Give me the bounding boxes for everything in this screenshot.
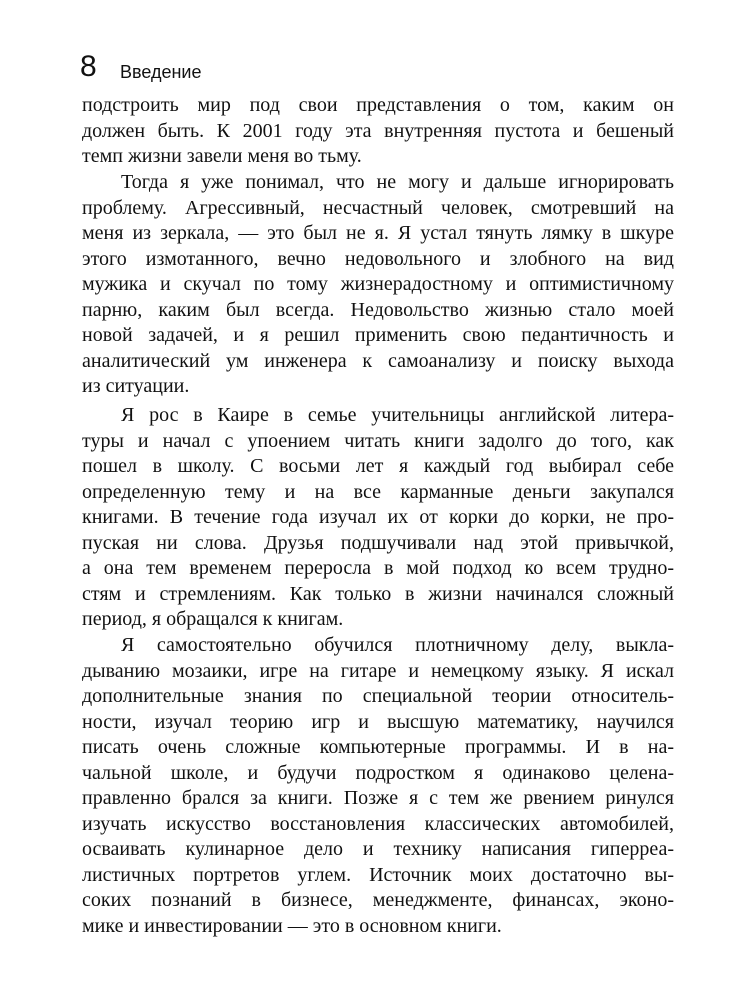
- text-line: стям и стремлениям. Как только в жизни начинался сложный: [82, 582, 674, 605]
- text-line: осваивать кулинарное дело и технику написания гиперреа-: [82, 838, 674, 860]
- text-line: дополнительные знания по специальной теории относитель-: [82, 685, 674, 707]
- text-line: период, я обращался к книгам.: [82, 608, 344, 630]
- text-line: Я рос в Каире в семье учительницы английской литера-: [121, 404, 674, 426]
- text-line: мике и инвестировании — это в основном книги.: [82, 914, 502, 937]
- text-line: определенную тему и на все карманные деньги закупался: [82, 480, 674, 503]
- text-line: мужика и скучал по тому жизнерадостному и оптимистичному: [82, 273, 674, 295]
- paragraph-3: [82, 403, 674, 633]
- running-header: [80, 48, 680, 88]
- text-line: а она тем временем переросла в мой подход ко всем трудно-: [82, 557, 674, 579]
- text-line: правленно брался за книги. Позже я с тем же рвением ринулся: [82, 787, 674, 809]
- text-line: писать очень сложные компьютерные программы. И в на-: [82, 736, 674, 758]
- text-line: этого измотанного, вечно недовольного и злобного на вид: [82, 247, 674, 270]
- text-line: туры и начал с упоением читать книги задолго до того, как: [82, 429, 674, 452]
- paragraph-2: [82, 170, 674, 400]
- page-number: 8: [80, 50, 97, 83]
- text-line: пуская ни слова. Друзья подшучивали над этой привычкой,: [82, 531, 674, 554]
- text-line: аналитический ум инженера к самоанализу и поиску выхода: [82, 349, 674, 372]
- text-line: меня из зеркала, — это был не я. Я устал тянуть лямку в шкуре: [82, 222, 674, 244]
- paragraph-1: [82, 93, 674, 170]
- text-line: чальной школе, и будучи подростком я одинаково целена-: [82, 761, 674, 784]
- text-line: дыванию мозаики, игре на гитаре и немецкому языку. Я искал: [82, 659, 674, 682]
- text-line: новой задачей, и я решил применить свою педантичность и: [82, 324, 674, 346]
- text-line: Тогда я уже понимал, что не могу и дальше игнорировать: [121, 171, 674, 193]
- text-line: темп жизни завели меня во тьму.: [82, 145, 362, 167]
- text-line: листичных портретов углем. Источник моих достаточно вы-: [82, 863, 674, 886]
- text-line: соких познаний в бизнесе, менеджменте, финансах, эконо-: [82, 889, 674, 911]
- text-line: парню, каким был всегда. Недовольство жизнью стало моей: [82, 298, 674, 321]
- section-title: Введение: [120, 62, 202, 82]
- text-line: должен быть. К 2001 году эта внутренняя пустота и бешеный: [82, 119, 674, 142]
- text-line: пошел в школу. С восьми лет я каждый год выбирал себе: [82, 455, 674, 477]
- text-line: из ситуации.: [82, 375, 190, 397]
- text-line: книгами. В течение года изучал их от корки до корки, не про-: [82, 506, 674, 528]
- text-line: изучать искусство восстановления классических автомобилей,: [82, 812, 674, 835]
- text-line: подстроить мир под свои представления о том, каким он: [82, 94, 674, 116]
- text-line: Я самостоятельно обучился плотничному делу, выкла-: [121, 634, 674, 656]
- text-line: проблему. Агрессивный, несчастный человек, смотревший на: [82, 196, 674, 219]
- paragraph-4: [82, 633, 674, 939]
- text-line: ности, изучал теорию игр и высшую математику, научился: [82, 710, 674, 733]
